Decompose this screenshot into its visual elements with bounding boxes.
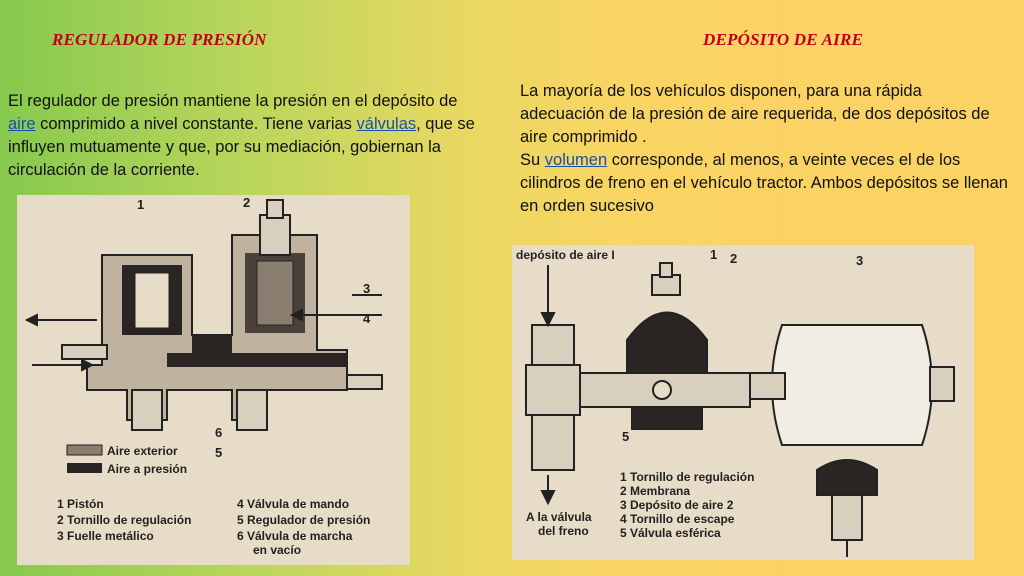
right-para-text-0: Su — [520, 151, 545, 169]
caption-air-tank-1: depósito de aire I — [516, 248, 615, 262]
inlet-pipe — [526, 265, 580, 503]
part-6-cont: en vacío — [253, 543, 302, 557]
heading-pressure-regulator: REGULADOR DE PRESIÓN — [52, 30, 267, 49]
callout-r1: 1 — [710, 247, 718, 262]
left-para-text-2: comprimido a nivel constante. Tiene varias — [35, 115, 357, 133]
left-para-text-4: , que se influyen mutuamente y que, por su mediación, gobiernan la circulación de la corriente. — [8, 115, 475, 179]
left-para-link-válvulas[interactable]: válvulas — [356, 115, 417, 133]
parts-list-right — [620, 470, 754, 540]
part-r1: 1 Tornillo de regulación — [620, 470, 755, 484]
callout-r5: 5 — [622, 429, 630, 444]
part-r4: 4 Tornillo de escape — [620, 512, 735, 526]
part-2: 2 Tornillo de regulación — [57, 513, 192, 527]
caption-brake-valve-2: del freno — [538, 524, 589, 538]
parts-list — [57, 497, 370, 557]
part-r5: 5 Válvula esférica — [620, 526, 721, 540]
callout-2: 2 — [243, 195, 251, 210]
air-tank-diagram — [512, 245, 974, 560]
part-3: 3 Fuelle metálico — [57, 529, 154, 543]
callout-r3: 3 — [856, 253, 864, 268]
callout-r2: 2 — [730, 251, 738, 266]
heading-air-tank: DEPÓSITO DE AIRE — [703, 30, 864, 49]
callout-5: 5 — [215, 445, 223, 460]
callout-1: 1 — [137, 197, 145, 212]
part-6: 6 Válvula de marcha — [237, 529, 353, 543]
caption-brake-valve-1: A la válvula — [526, 510, 592, 524]
legend-pressurized-air: Aire a presión — [107, 462, 188, 476]
legend-outside-air: Aire exterior — [107, 444, 178, 458]
regulator-assembly — [580, 263, 750, 429]
left-para-text-0: El regulador de presión mantiene la presión en el depósito de — [8, 92, 458, 110]
diagram-legend — [67, 444, 187, 476]
pressure-regulator-diagram — [17, 195, 410, 565]
pressure-regulator-paragraph — [8, 90, 486, 182]
air-tank-paragraph-line2 — [520, 149, 1010, 218]
air-tank-paragraph — [520, 80, 1010, 218]
right-para-link-volumen[interactable]: volumen — [544, 151, 608, 169]
air-tank-paragraph-line1: La mayoría de los vehículos disponen, para una rápida adecuación de la presión de aire requerida, de dos depósitos de aire comprimido . — [520, 82, 990, 146]
part-4: 4 Válvula de mando — [237, 497, 350, 511]
part-1: 1 Pistón — [57, 497, 104, 511]
tank — [750, 325, 954, 557]
callout-6: 6 — [215, 425, 223, 440]
right-para-text-2: corresponde, al menos, a veinte veces el de los cilindros de freno en el vehículo tractor. Ambos depósitos se llenan en orden sucesivo — [520, 151, 1008, 215]
callout-4: 4 — [363, 311, 371, 326]
part-5: 5 Regulador de presión — [237, 513, 371, 527]
part-r2: 2 Membrana — [620, 484, 691, 498]
callout-3: 3 — [363, 281, 371, 296]
part-r3: 3 Depósito de aire 2 — [620, 498, 734, 512]
caption-brake-valve — [526, 510, 592, 538]
left-para-link-aire[interactable]: aire — [8, 115, 36, 133]
